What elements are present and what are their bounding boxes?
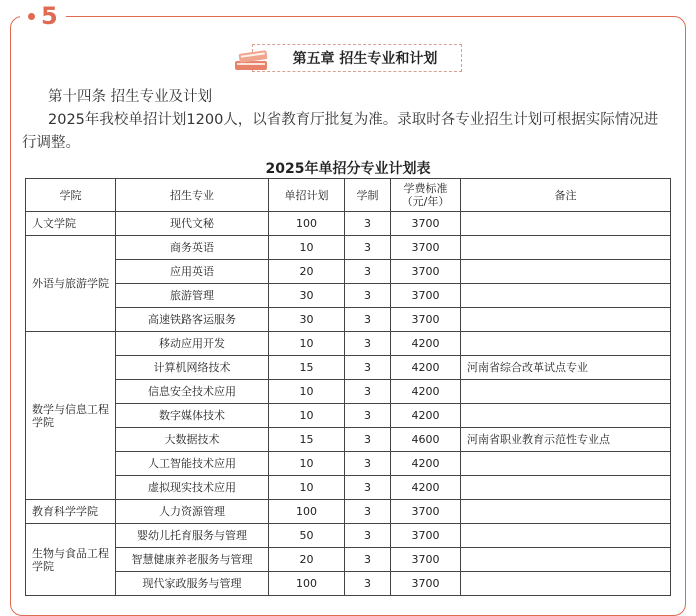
major-cell: 现代文秘 — [116, 212, 269, 236]
table-row — [26, 356, 671, 380]
plan-cell: 30 — [269, 284, 345, 308]
table-row — [26, 332, 671, 356]
years-cell: 3 — [345, 380, 391, 404]
fee-cell: 3700 — [391, 524, 461, 548]
note-cell — [461, 308, 671, 332]
fee-cell: 4200 — [391, 404, 461, 428]
table-row — [26, 380, 671, 404]
major-cell: 应用英语 — [116, 260, 269, 284]
years-cell: 3 — [345, 500, 391, 524]
major-cell: 计算机网络技术 — [116, 356, 269, 380]
plan-cell: 100 — [269, 500, 345, 524]
fee-cell: 3700 — [391, 284, 461, 308]
note-cell — [461, 260, 671, 284]
major-cell: 移动应用开发 — [116, 332, 269, 356]
plan-cell: 20 — [269, 260, 345, 284]
major-cell: 旅游管理 — [116, 284, 269, 308]
table-header-row — [26, 179, 671, 212]
table-row — [26, 308, 671, 332]
college-cell: 人文学院 — [26, 212, 116, 236]
fee-cell: 3700 — [391, 260, 461, 284]
major-cell: 商务英语 — [116, 236, 269, 260]
article-body: 2025年我校单招计划1200人，以省教育厅批复为准。录取时各专业招生计划可根据实际情况进行调整。 — [22, 112, 659, 151]
note-cell — [461, 212, 671, 236]
major-cell: 人工智能技术应用 — [116, 452, 269, 476]
fee-cell: 4200 — [391, 452, 461, 476]
fee-cell: 4200 — [391, 380, 461, 404]
years-cell: 3 — [345, 284, 391, 308]
years-cell: 3 — [345, 452, 391, 476]
years-cell: 3 — [345, 524, 391, 548]
header-fee: 学费标准 （元/年） — [391, 179, 461, 212]
note-cell — [461, 284, 671, 308]
note-cell — [461, 548, 671, 572]
college-cell: 教育科学学院 — [26, 500, 116, 524]
plan-cell: 15 — [269, 428, 345, 452]
table-row — [26, 404, 671, 428]
fee-cell: 4200 — [391, 332, 461, 356]
plan-cell: 10 — [269, 380, 345, 404]
note-cell — [461, 572, 671, 596]
fee-cell: 4200 — [391, 356, 461, 380]
enrollment-plan-table — [25, 178, 671, 596]
years-cell: 3 — [345, 404, 391, 428]
section-number: 5 — [41, 2, 58, 30]
table-row — [26, 236, 671, 260]
major-cell: 智慧健康养老服务与管理 — [116, 548, 269, 572]
fee-cell: 3700 — [391, 548, 461, 572]
major-cell: 信息安全技术应用 — [116, 380, 269, 404]
badge-dot — [28, 13, 35, 20]
years-cell: 3 — [345, 548, 391, 572]
chapter-title: 第五章 招生专业和计划 — [252, 44, 462, 72]
fee-cell: 4600 — [391, 428, 461, 452]
major-cell: 现代家政服务与管理 — [116, 572, 269, 596]
college-cell: 数学与信息工程学院 — [26, 332, 116, 500]
table-row — [26, 476, 671, 500]
plan-cell: 10 — [269, 476, 345, 500]
note-cell — [461, 476, 671, 500]
note-cell — [461, 500, 671, 524]
table-row — [26, 452, 671, 476]
fee-cell: 3700 — [391, 212, 461, 236]
table-title: 2025年单招分专业计划表 — [265, 161, 431, 177]
major-cell: 高速铁路客运服务 — [116, 308, 269, 332]
note-cell — [461, 404, 671, 428]
note-cell — [461, 452, 671, 476]
table-row — [26, 500, 671, 524]
table-row — [26, 284, 671, 308]
plan-cell: 100 — [269, 572, 345, 596]
years-cell: 3 — [345, 476, 391, 500]
plan-cell: 100 — [269, 212, 345, 236]
plan-cell: 50 — [269, 524, 345, 548]
major-cell: 数字媒体技术 — [116, 404, 269, 428]
years-cell: 3 — [345, 332, 391, 356]
years-cell: 3 — [345, 428, 391, 452]
plan-cell: 20 — [269, 548, 345, 572]
college-cell: 生物与食品工程学院 — [26, 524, 116, 596]
years-cell: 3 — [345, 260, 391, 284]
note-cell — [461, 524, 671, 548]
table-row — [26, 524, 671, 548]
note-cell — [461, 380, 671, 404]
header-note: 备注 — [461, 179, 671, 212]
table-row — [26, 212, 671, 236]
note-cell: 河南省综合改革试点专业 — [461, 356, 671, 380]
note-cell — [461, 236, 671, 260]
years-cell: 3 — [345, 572, 391, 596]
header-major: 招生专业 — [116, 179, 269, 212]
plan-cell: 10 — [269, 236, 345, 260]
article-heading: 第十四条 招生专业及计划 — [48, 89, 213, 105]
header-college: 学院 — [26, 179, 116, 212]
years-cell: 3 — [345, 212, 391, 236]
table-row — [26, 260, 671, 284]
table-row — [26, 572, 671, 596]
plan-cell: 10 — [269, 452, 345, 476]
fee-cell: 3700 — [391, 308, 461, 332]
fee-cell: 3700 — [391, 572, 461, 596]
fee-cell: 3700 — [391, 500, 461, 524]
note-cell — [461, 332, 671, 356]
years-cell: 3 — [345, 236, 391, 260]
years-cell: 3 — [345, 308, 391, 332]
major-cell: 婴幼儿托育服务与管理 — [116, 524, 269, 548]
fee-cell: 3700 — [391, 236, 461, 260]
plan-cell: 10 — [269, 332, 345, 356]
header-plan: 单招计划 — [269, 179, 345, 212]
table-row — [26, 428, 671, 452]
years-cell: 3 — [345, 356, 391, 380]
chapter-heading — [230, 42, 466, 74]
plan-cell: 15 — [269, 356, 345, 380]
major-cell: 虚拟现实技术应用 — [116, 476, 269, 500]
books-icon — [232, 46, 272, 74]
fee-cell: 4200 — [391, 476, 461, 500]
major-cell: 大数据技术 — [116, 428, 269, 452]
major-cell: 人力资源管理 — [116, 500, 269, 524]
table-row — [26, 548, 671, 572]
plan-cell: 10 — [269, 404, 345, 428]
plan-cell: 30 — [269, 308, 345, 332]
college-cell: 外语与旅游学院 — [26, 236, 116, 332]
header-years: 学制 — [345, 179, 391, 212]
section-badge — [20, 2, 66, 30]
note-cell: 河南省职业教育示范性专业点 — [461, 428, 671, 452]
